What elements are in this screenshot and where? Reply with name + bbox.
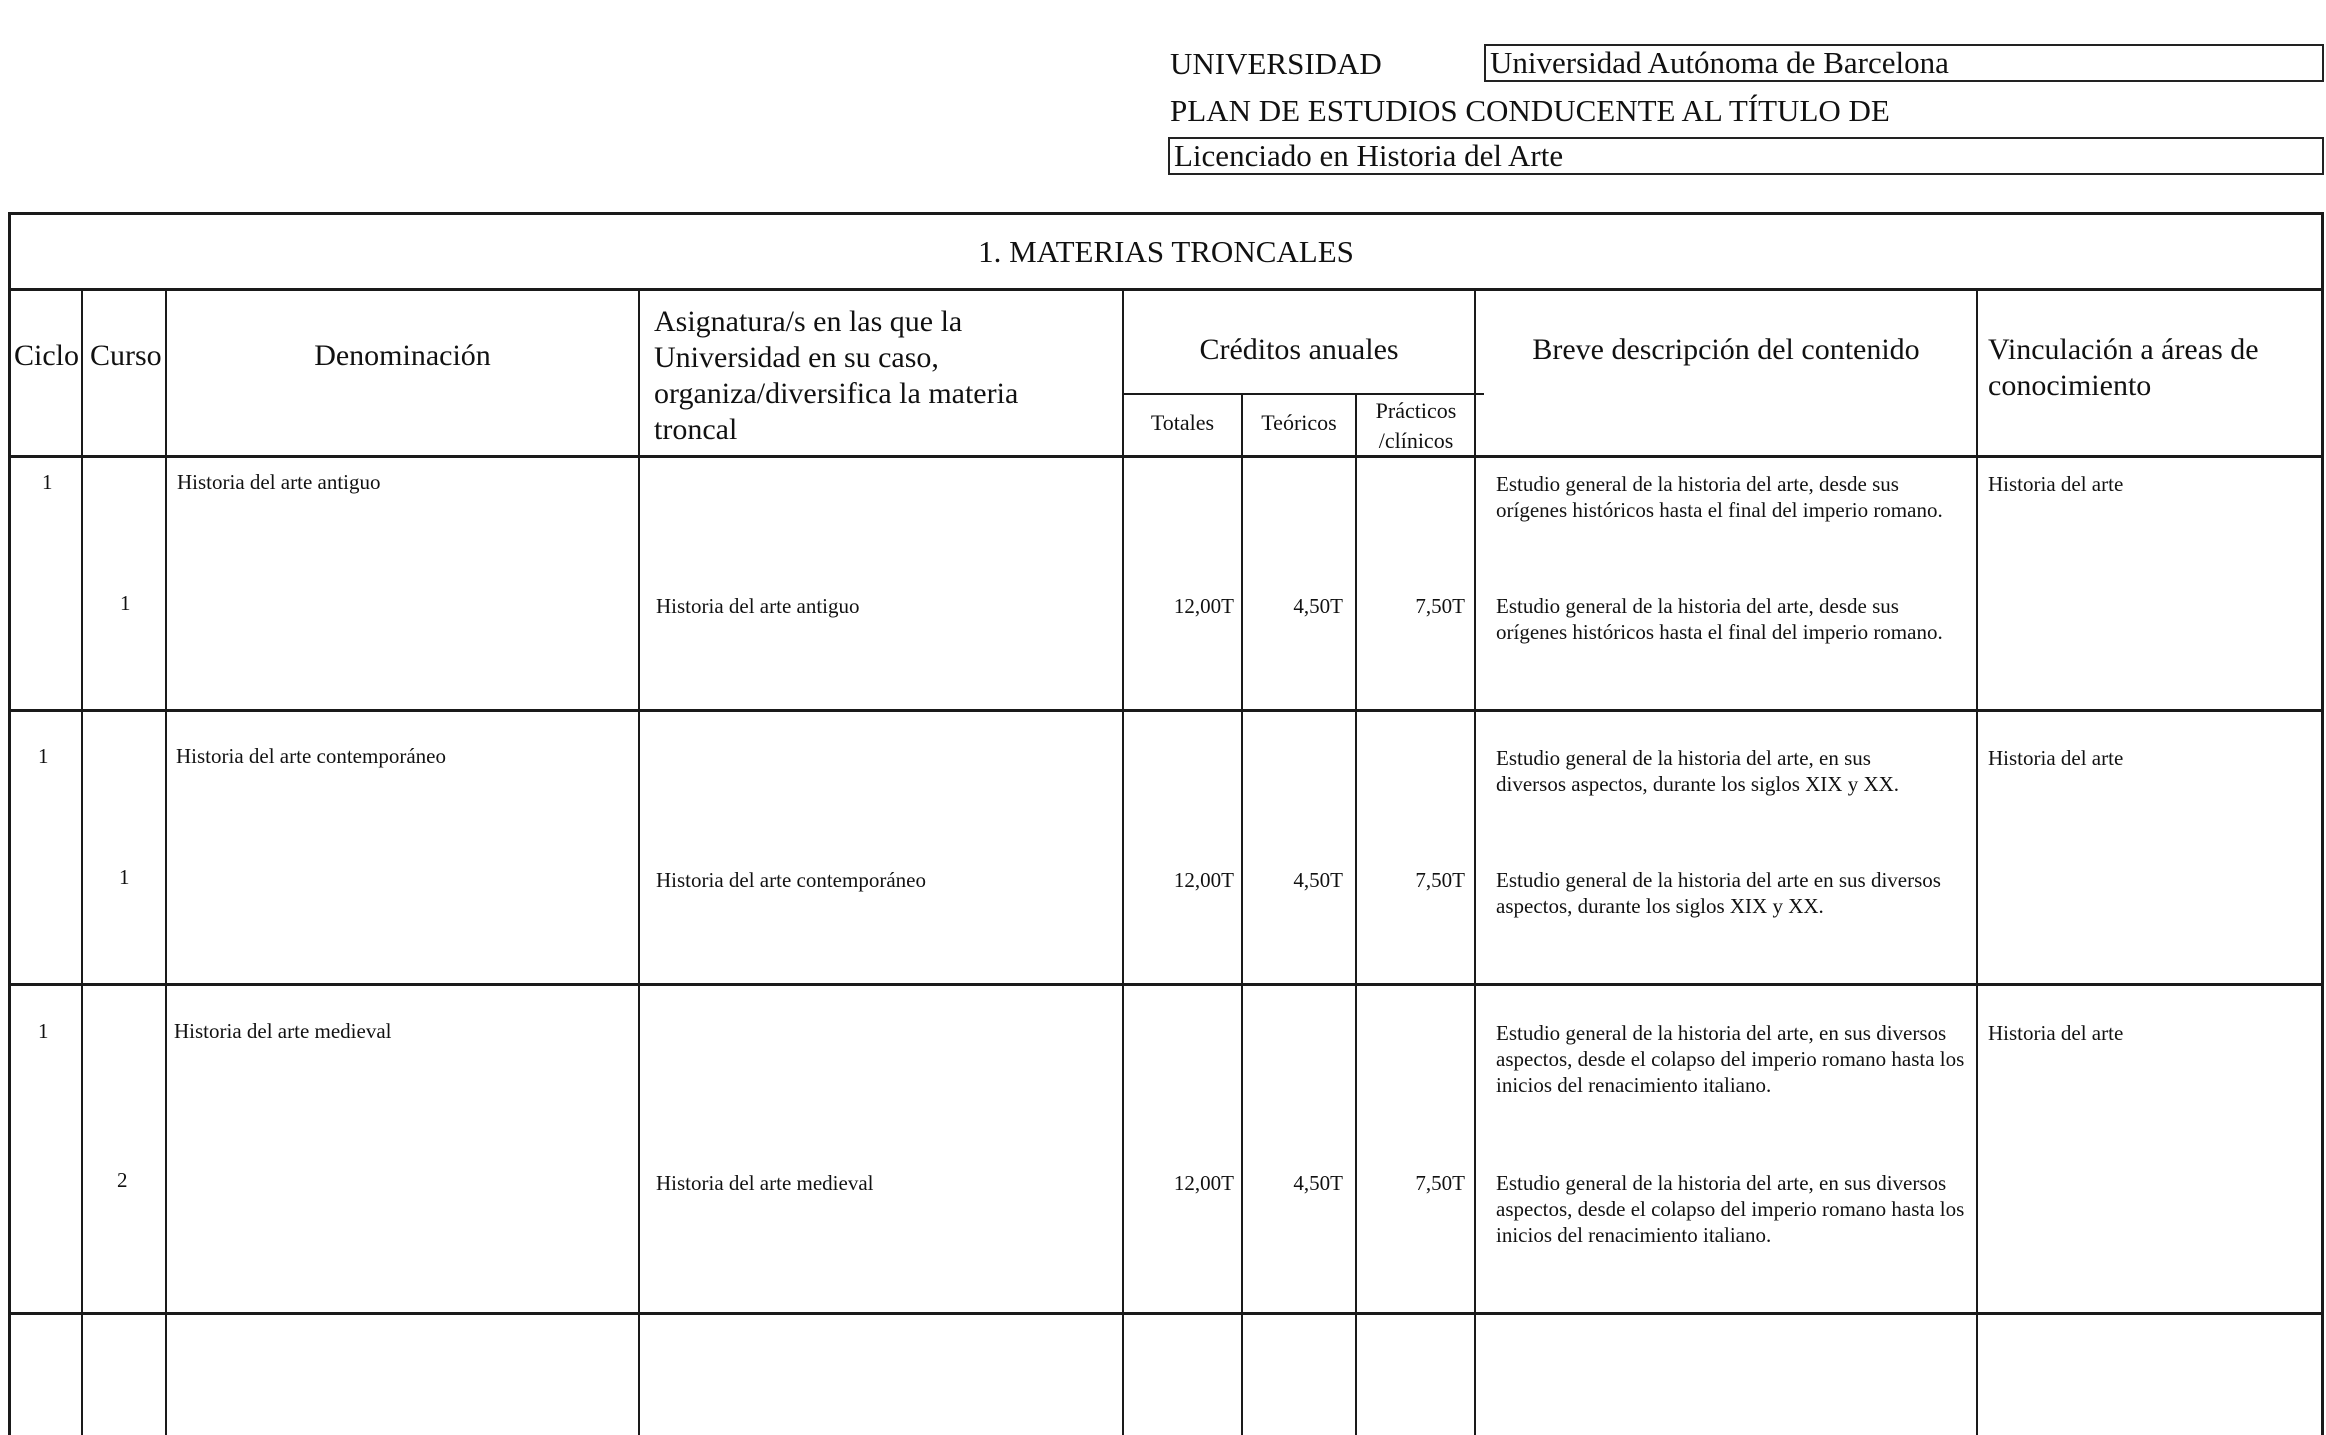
curso-cell: 1 [119,865,130,889]
totales-cell: 12,00T [1173,594,1234,618]
ciclo-cell: 1 [38,1019,49,1043]
descripcion-sub-cell: Estudio general de la historia del arte, en sus diversos aspectos, desde el colapso del imperio romano hasta los inicios del renacimiento italiano. [1496,1171,1965,1247]
vinculacion-cell: Historia del arte [1988,472,2124,496]
asignatura-cell: Historia del arte medieval [656,1171,874,1195]
curso-cell: 1 [120,591,131,615]
col-header-denominacion: Denominación [314,339,491,372]
denominacion-cell: Historia del arte antiguo [177,470,381,494]
teoricos-cell: 4,50T [1293,594,1343,618]
plan-label: PLAN DE ESTUDIOS CONDUCENTE AL TÍTULO DE [1170,93,1890,128]
curso-cell: 2 [117,1168,128,1192]
table-title: 1. MATERIAS TRONCALES [978,234,1354,269]
practicos-cell: 7,50T [1415,868,1465,892]
ciclo-cell: 1 [38,744,49,768]
descripcion-cell: Estudio general de la historia del arte, desde sus orígenes históricos hasta el final del imperio romano. [1496,472,1943,522]
col-header-vinculacion: Vinculación a áreas de conocimiento [1988,333,2259,402]
denominacion-cell: Historia del arte medieval [174,1019,392,1043]
denominacion-cell: Historia del arte contemporáneo [176,744,446,768]
vinculacion-cell: Historia del arte [1988,746,2124,770]
descripcion-cell: Estudio general de la historia del arte, en sus diversos aspectos, durante los siglos XIX y XX. [1496,746,1900,796]
universidad-field: Universidad Autónoma de Barcelona [1484,44,2324,82]
col-header-totales: Totales [1150,410,1215,435]
practicos-cell: 7,50T [1415,594,1465,618]
col-header-teoricos: Teóricos [1261,410,1337,435]
totales-cell: 12,00T [1173,1171,1234,1195]
descripcion-cell: Estudio general de la historia del arte, en sus diversos aspectos, desde el colapso del imperio romano hasta los inicios del renacimiento italiano. [1496,1021,1965,1097]
asignatura-cell: Historia del arte contemporáneo [656,868,926,892]
vinculacion-cell: Historia del arte [1988,1021,2124,1045]
descripcion-sub-cell: Estudio general de la historia del arte en sus diversos aspectos, durante los siglos XIX y XX. [1496,868,1941,918]
col-header-practicos: Prácticos /clínicos [1375,398,1457,453]
totales-cell: 12,00T [1173,868,1234,892]
universidad-label: UNIVERSIDAD [1170,46,1382,81]
col-header-creditos: Créditos anuales [1199,333,1399,366]
col-header-ciclo: Ciclo [14,339,79,372]
asignatura-cell: Historia del arte antiguo [656,594,860,618]
descripcion-sub-cell: Estudio general de la historia del arte, desde sus orígenes históricos hasta el final del imperio romano. [1496,594,1943,644]
ciclo-cell: 1 [42,470,53,494]
titulo-field: Licenciado en Historia del Arte [1168,137,2324,175]
teoricos-cell: 4,50T [1293,868,1343,892]
practicos-cell: 7,50T [1415,1171,1465,1195]
materias-troncales-table [8,212,2324,1435]
col-header-asignatura: Asignatura/s en las que la Universidad en su caso, organiza/diversifica la materia troncal [654,305,1019,446]
col-header-descripcion: Breve descripción del contenido [1532,333,1920,366]
col-header-curso: Curso [90,339,162,372]
teoricos-cell: 4,50T [1293,1171,1343,1195]
